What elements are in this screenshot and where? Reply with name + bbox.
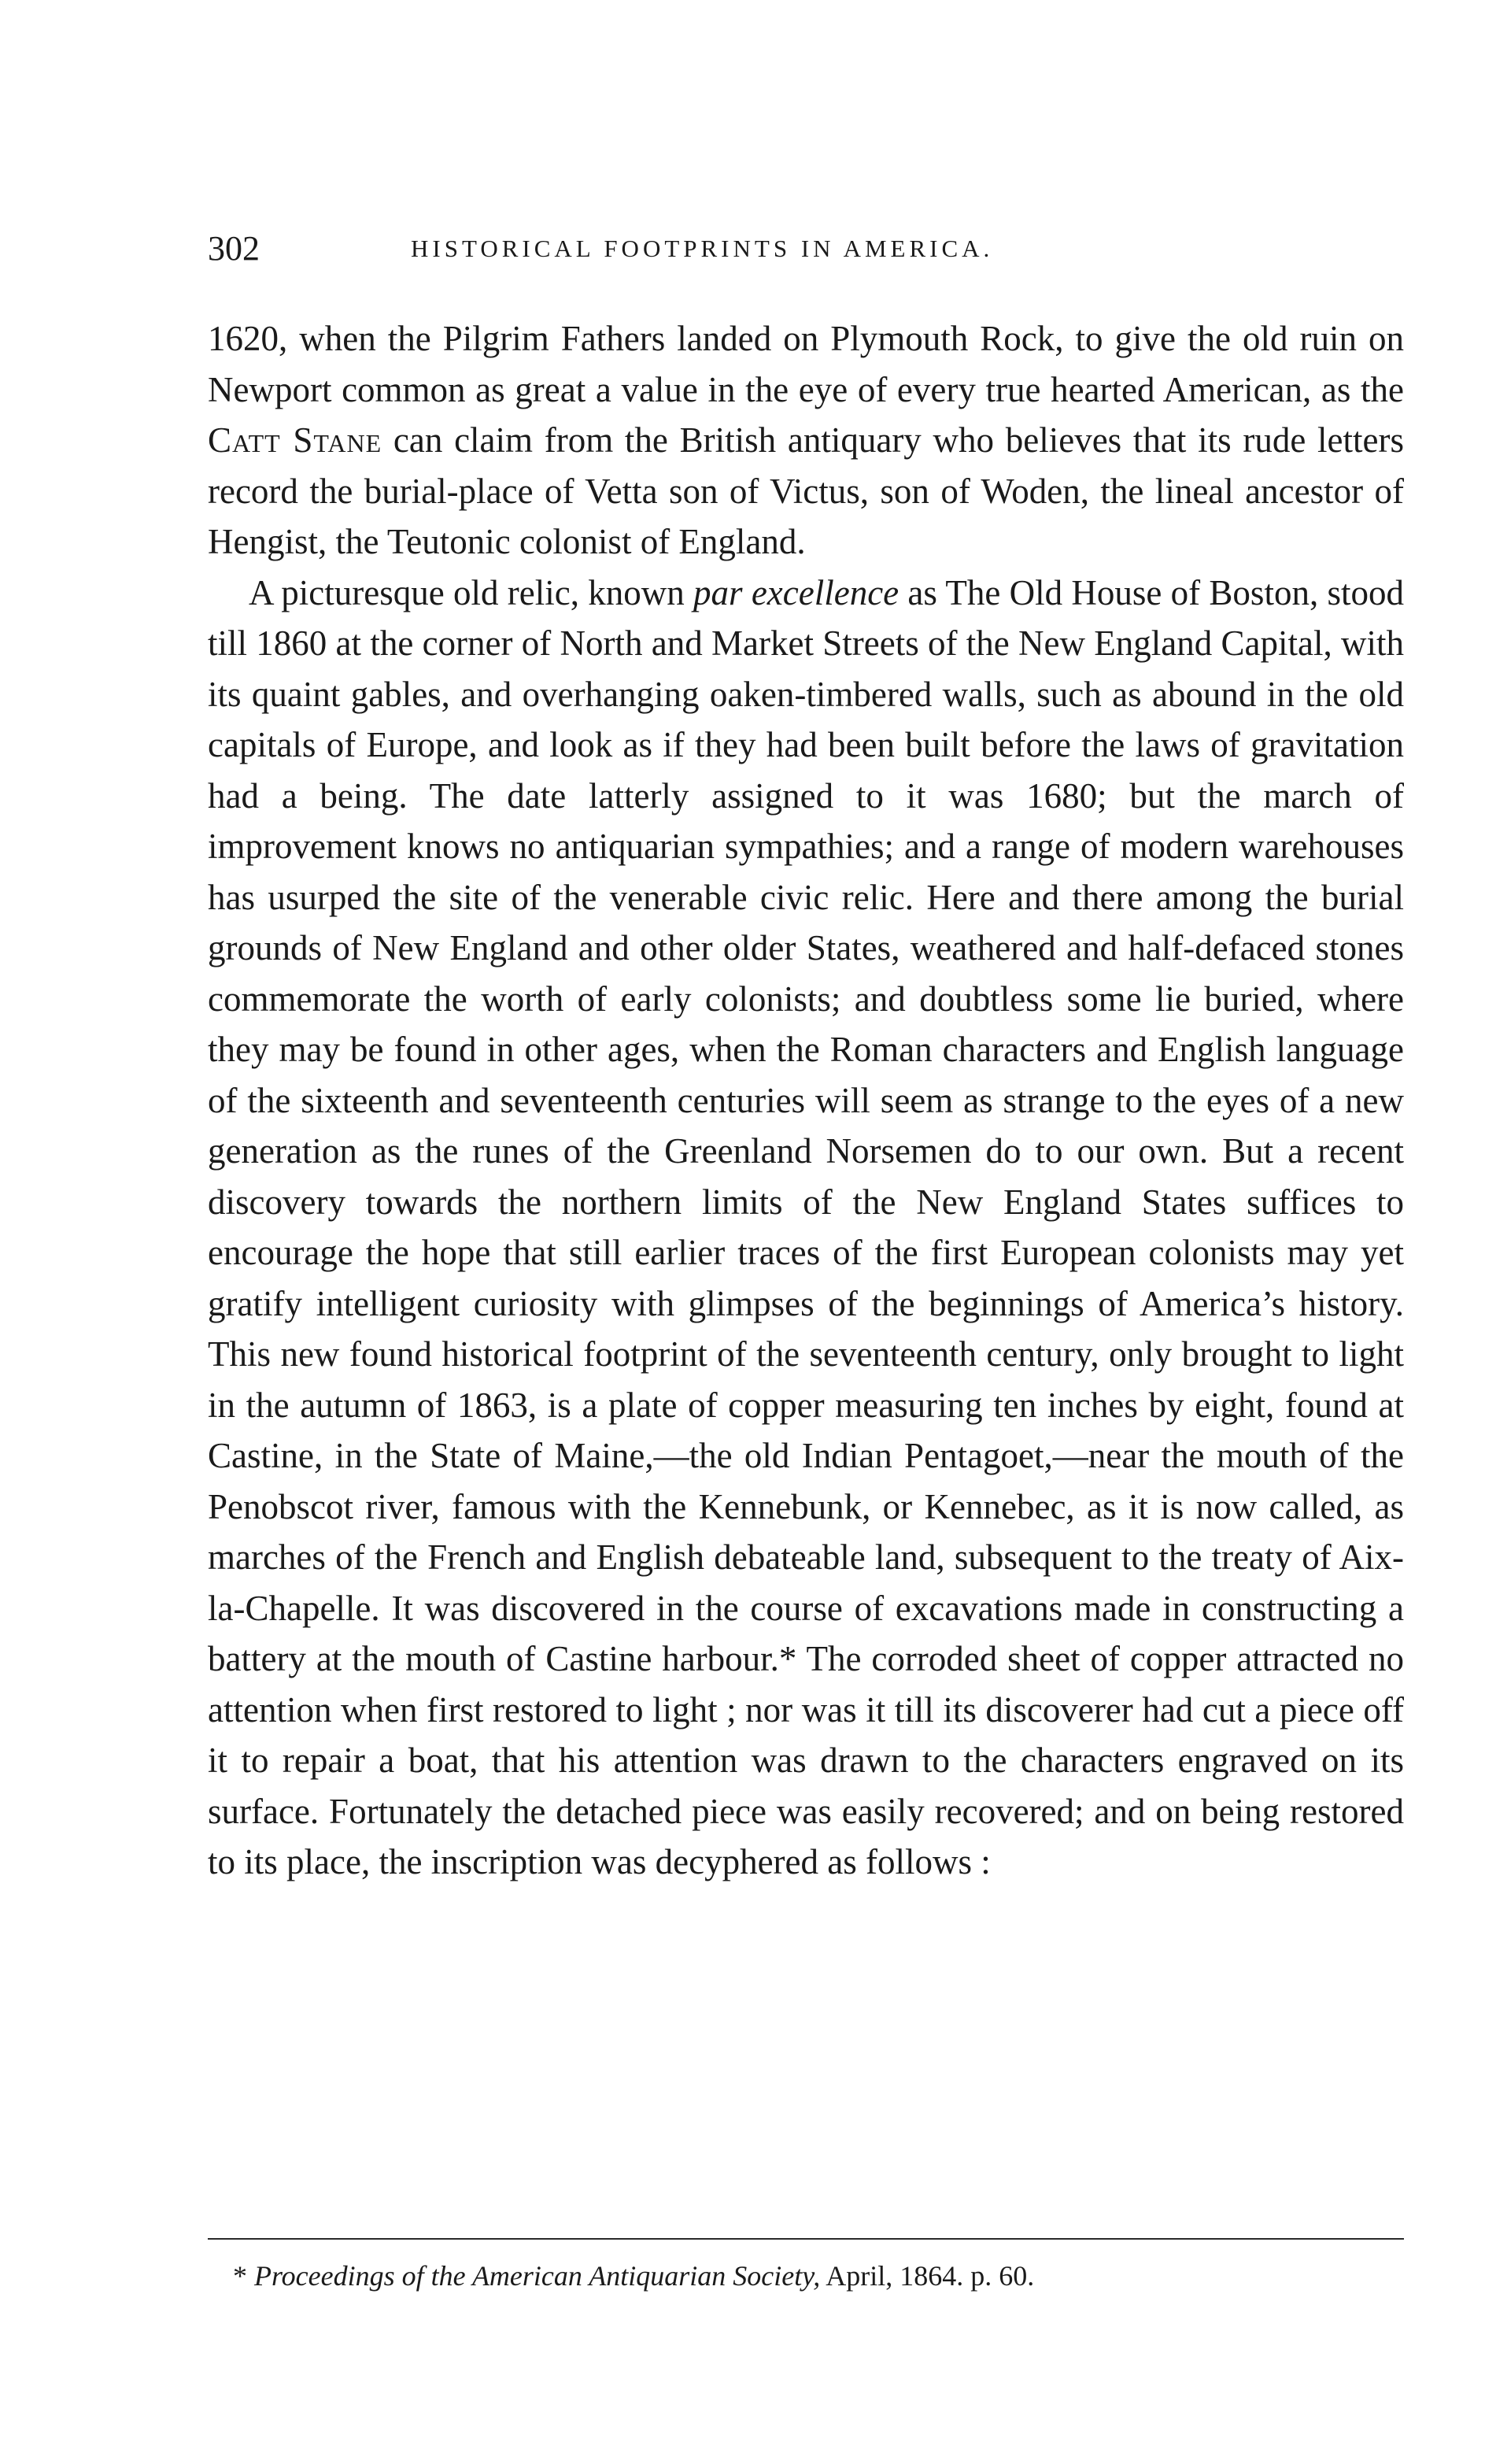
paragraph-2-part-1: A picturesque old relic, known [249,572,694,612]
page-header [208,225,1404,272]
paragraph-2-part-2: as The Old House of Boston, stood till 1860 at the corner of North and Market Streets of the New England Capital, with its quaint gables, and overhanging oaken-timbered walls, such as abound in the old capitals of Europe, and look as if they had been built before the laws of gravitation had a being. The date latterly assigned to it was 1680; but the march of improvement knows no antiquarian sympathies; and a range of modern warehouses has usurped the site of the venerable civic relic. Here and there among the burial grounds of New England and other older States, weathered and half-defaced stones commemorate the worth of early colonists; and doubtless some lie buried, where they may be found in other ages, when the Roman characters and English language of the sixteenth and seventeenth centuries will seem as strange to the eyes of a new generation as the runes of the Greenland Norsemen do to our own. But a recent discovery towards the northern limits of the New England States suffices to encourage the hope that still earlier traces of the first European colonists may yet gratify intelligent curiosity with glimpses of the beginnings of America’s history. This new found historical footprint of the seventeenth century, only brought to light in the autumn of 1863, is a plate of copper measuring ten inches by eight, found at Castine, in the State of Maine,—the old Indian Pentagoet,—near the mouth of the Penobscot river, famous with the Kennebunk, or Kennebec, as it is now called, as marches of the French and English debateable land, subsequent to the treaty of Aix-la-Chapelle. It was discovered in the course of excavations made in constructing a battery at the mouth of Castine harbour.* The corroded sheet of copper attracted no attention when first restored to light ; nor was it till its discoverer had cut a piece off it to repair a boat, that his attention was drawn to the characters engraved on its surface. Fortunately the detached piece was easily recovered; and on being restored to its place, the inscription was decyphered as follows : [208,572,1404,1881]
footnote [233,2256,1398,2296]
footnote-source-italic: Proceedings of the American Antiquarian Society, [254,2260,821,2292]
footnote-marker: * [233,2260,254,2292]
paragraph-1 [208,313,1404,568]
paragraph-1-part-2: can claim from the British antiquary who believes that its rude letters record the burial-place of Vetta son of Victus, son of Woden, the lineal ancestor of Hengist, the Teutonic colonist of England. [208,420,1404,561]
page-number: 302 [208,229,260,268]
running-title: HISTORICAL FOOTPRINTS IN AMERICA. [411,235,994,262]
catt-stane-small-caps: Catt Stane [208,420,382,460]
body-text [208,313,1404,1888]
paragraph-1-part-1: 1620, when the Pilgrim Fathers landed on Plymouth Rock, to give the old ruin on Newport common as great a value in the eye of every true hearted American, as the [208,319,1404,409]
footnote-divider [208,2238,1404,2240]
footnote-citation: April, 1864. p. 60. [820,2260,1035,2292]
paragraph-2 [208,568,1404,1888]
par-excellence-italic: par excellence [693,572,899,612]
